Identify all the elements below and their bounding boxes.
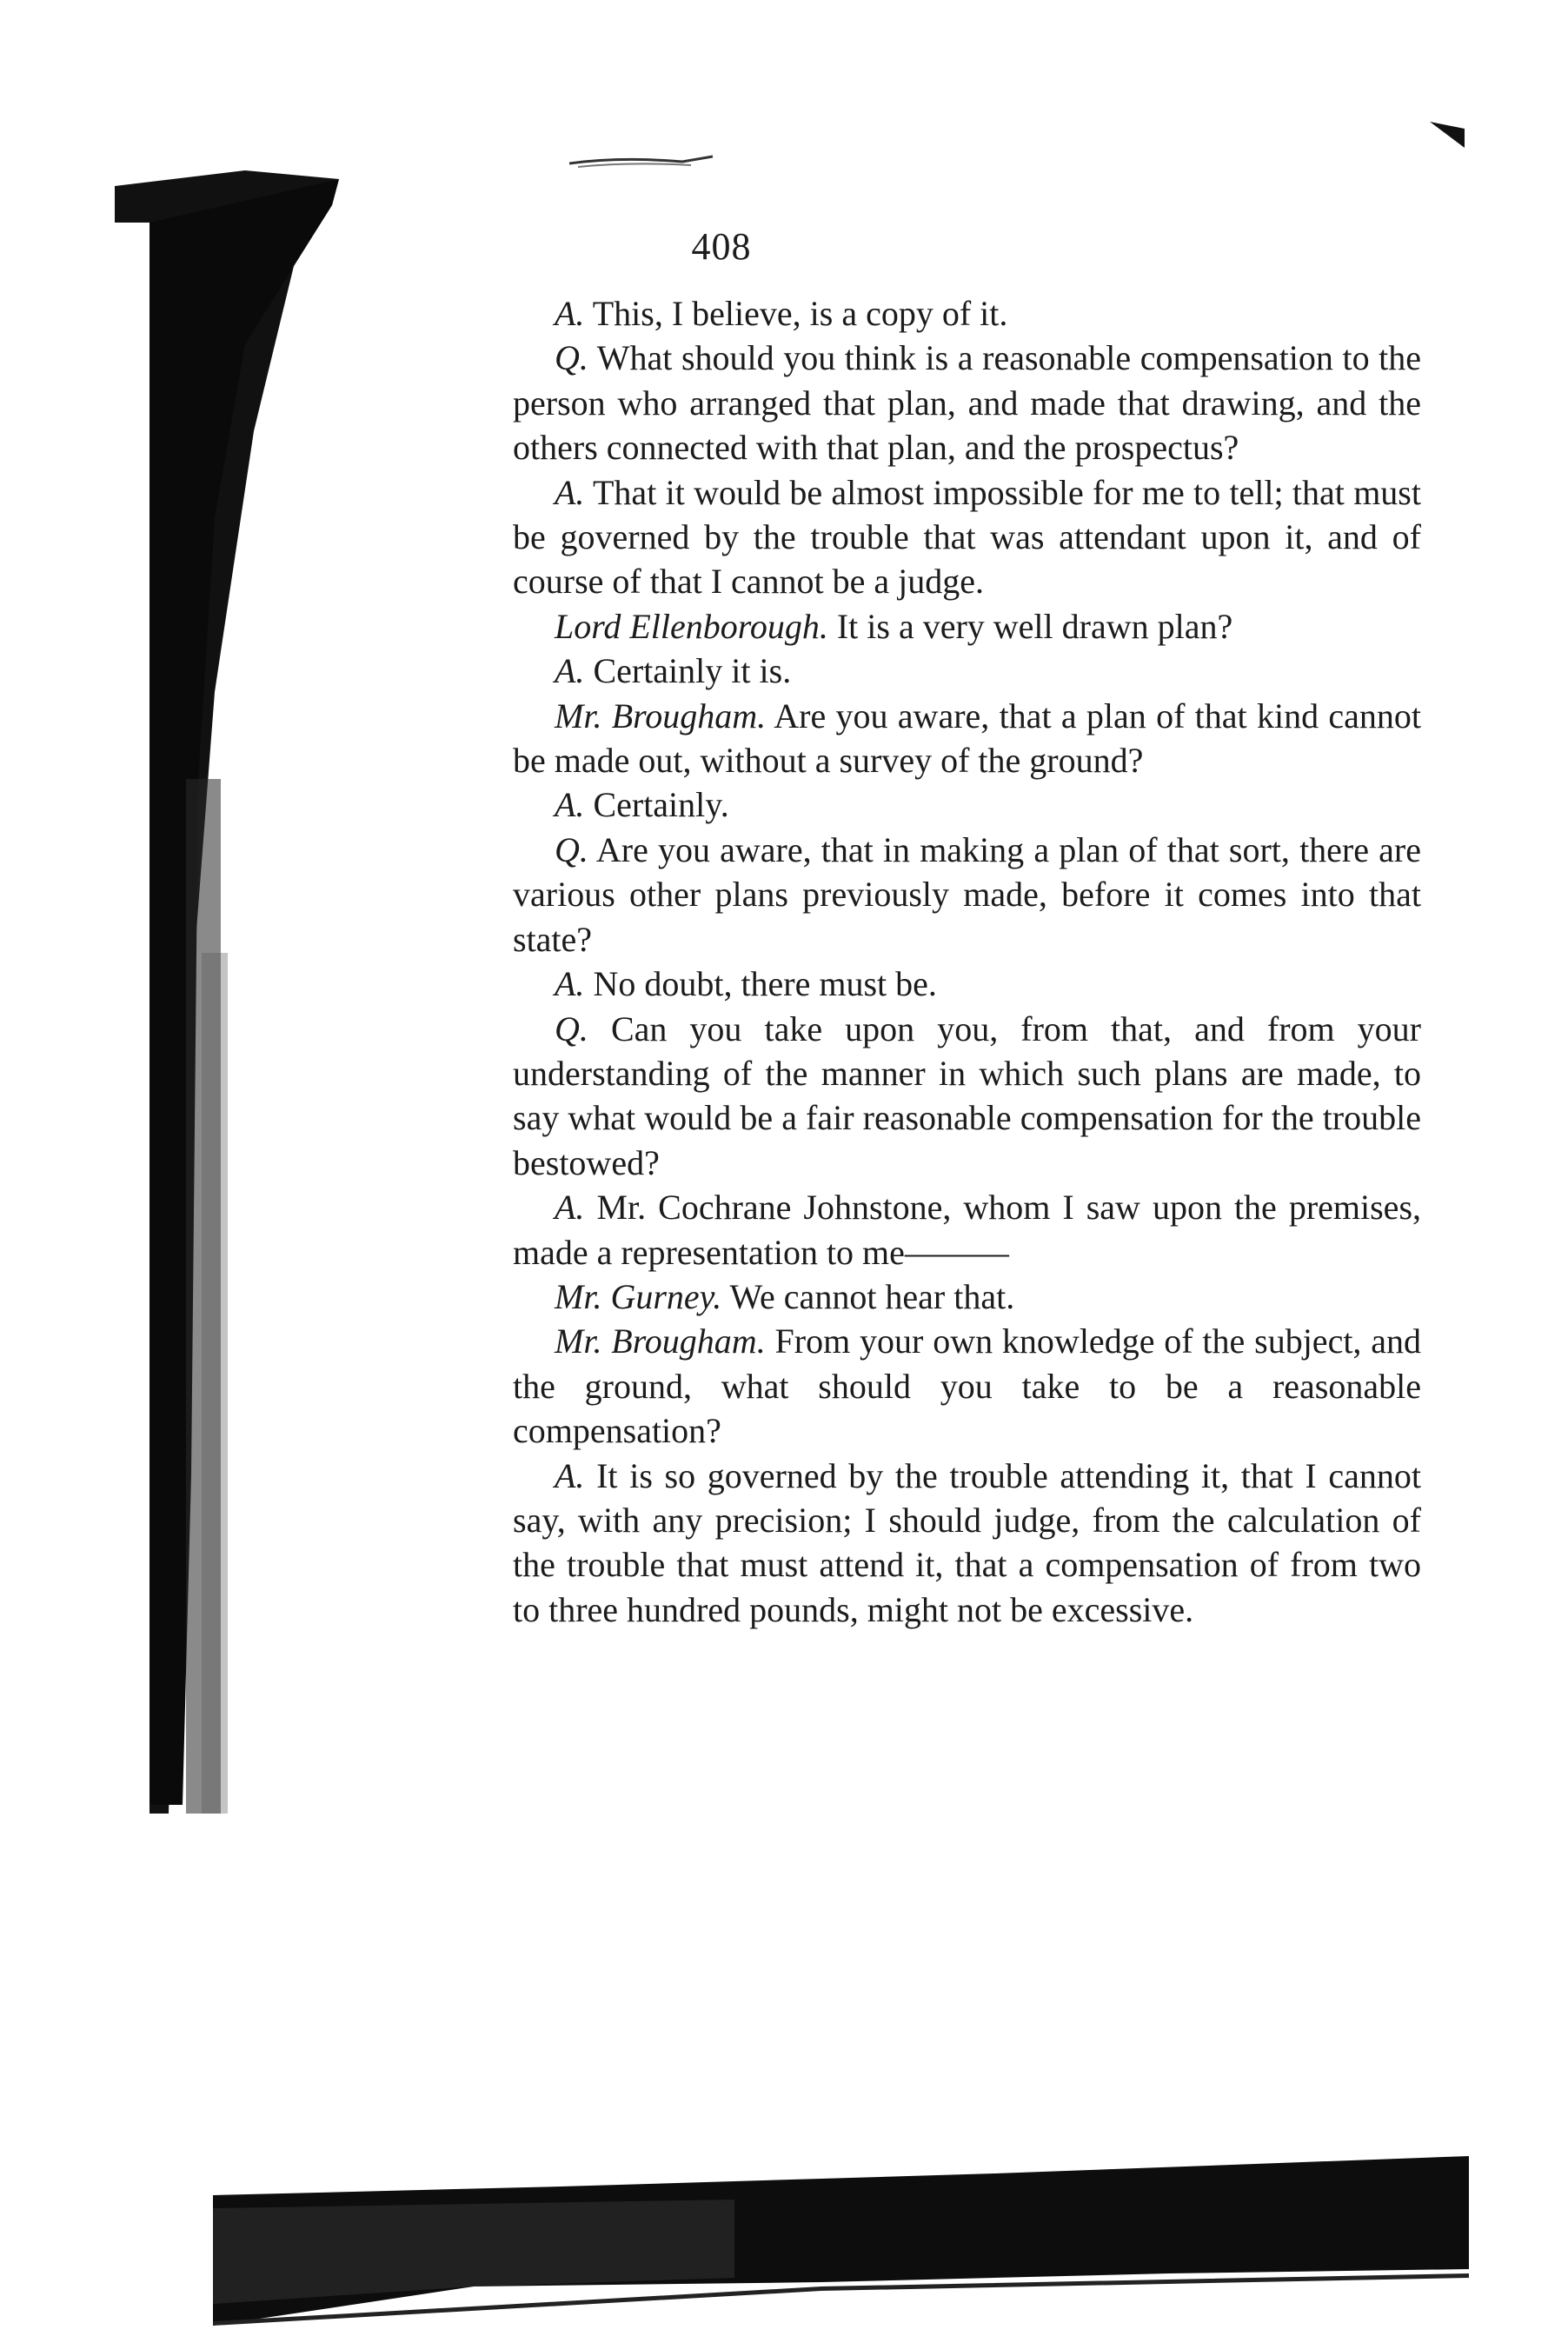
- paragraph: [513, 470, 1421, 604]
- paragraph: [513, 1454, 1421, 1633]
- speaker-label: Mr. Brougham.: [555, 1321, 766, 1361]
- paragraph-text: That it would be almost impossible for me to tell; that must be governed by the trouble that was attendant upon it, and of course of that I cannot be a judge.: [513, 472, 1421, 602]
- paragraph: [513, 1275, 1421, 1319]
- paragraph: [513, 1185, 1421, 1275]
- paragraph-text: No doubt, there must be.: [593, 964, 937, 1004]
- paragraph-text: Mr. Cochrane Johnstone, whom I saw upon the premises, made a representation to me———: [513, 1188, 1422, 1272]
- paragraph: [513, 694, 1421, 783]
- speaker-label: A.: [555, 651, 585, 691]
- speaker-label: A.: [555, 1455, 585, 1495]
- paragraph-text: Certainly it is.: [593, 651, 792, 691]
- paragraph: [513, 1007, 1421, 1186]
- paragraph-text: Can you take upon you, from that, and from your understanding of the manner in which such plans are made, to say what would be a fair reasonable compensation for the trouble bestowed?: [513, 1008, 1422, 1182]
- speaker-label: Q.: [555, 1008, 588, 1048]
- paragraph-text: Are you aware, that a plan of that kind cannot be made out, without a survey of the ground?: [513, 696, 1421, 781]
- speaker-label: A.: [555, 294, 585, 333]
- paragraph: [513, 336, 1421, 469]
- paragraph: [513, 649, 1421, 693]
- scan-shadow-bottom: [213, 2156, 1469, 2326]
- paragraph-text: Are you aware, that in making a plan of that sort, there are various other plans previously made, before it comes into that state?: [513, 829, 1422, 959]
- page-number: 408: [691, 225, 752, 268]
- paragraph-text: We cannot hear that.: [729, 1276, 1015, 1316]
- paragraph: [513, 291, 1421, 336]
- paragraph: [513, 828, 1421, 962]
- speaker-label: A.: [555, 964, 585, 1004]
- paragraph-text: It is a very well drawn plan?: [836, 606, 1233, 646]
- scan-shadow-left: [115, 170, 341, 1814]
- paragraph: [513, 782, 1421, 827]
- paragraph-text: It is so governed by the trouble attending it, that I cannot say, with any precision; I should judge, from the calculation of the trouble that must attend it, that a compensation of from two to three hundred pounds, might not be excessive.: [513, 1455, 1422, 1629]
- speaker-label: A.: [555, 472, 585, 512]
- paragraph-text: Certainly.: [593, 785, 729, 825]
- paragraph-text: From your own knowledge of the subject, and the ground, what should you take to be a reasonable compensation?: [513, 1321, 1422, 1451]
- paragraph-text: What should you think is a reasonable compensation to the person who arranged that plan, and made that drawing, and the others connected with that plan, and the prospectus?: [513, 338, 1422, 468]
- speaker-label: Lord Ellenborough.: [555, 606, 828, 646]
- speaker-label: A.: [555, 785, 585, 825]
- speaker-label: A.: [555, 1188, 585, 1228]
- speaker-label: Q.: [555, 829, 588, 869]
- body-text: [513, 291, 1421, 1632]
- paragraph: [513, 604, 1421, 649]
- speaker-label: Mr. Gurney.: [555, 1276, 722, 1316]
- paragraph: [513, 962, 1421, 1006]
- speaker-label: Q.: [555, 338, 588, 378]
- speaker-label: Mr. Brougham.: [555, 696, 767, 736]
- scan-corner-mark: [1430, 122, 1465, 148]
- paragraph-text: This, I believe, is a copy of it.: [592, 294, 1008, 333]
- paragraph: [513, 1319, 1421, 1453]
- scan-mark-top: [569, 148, 713, 174]
